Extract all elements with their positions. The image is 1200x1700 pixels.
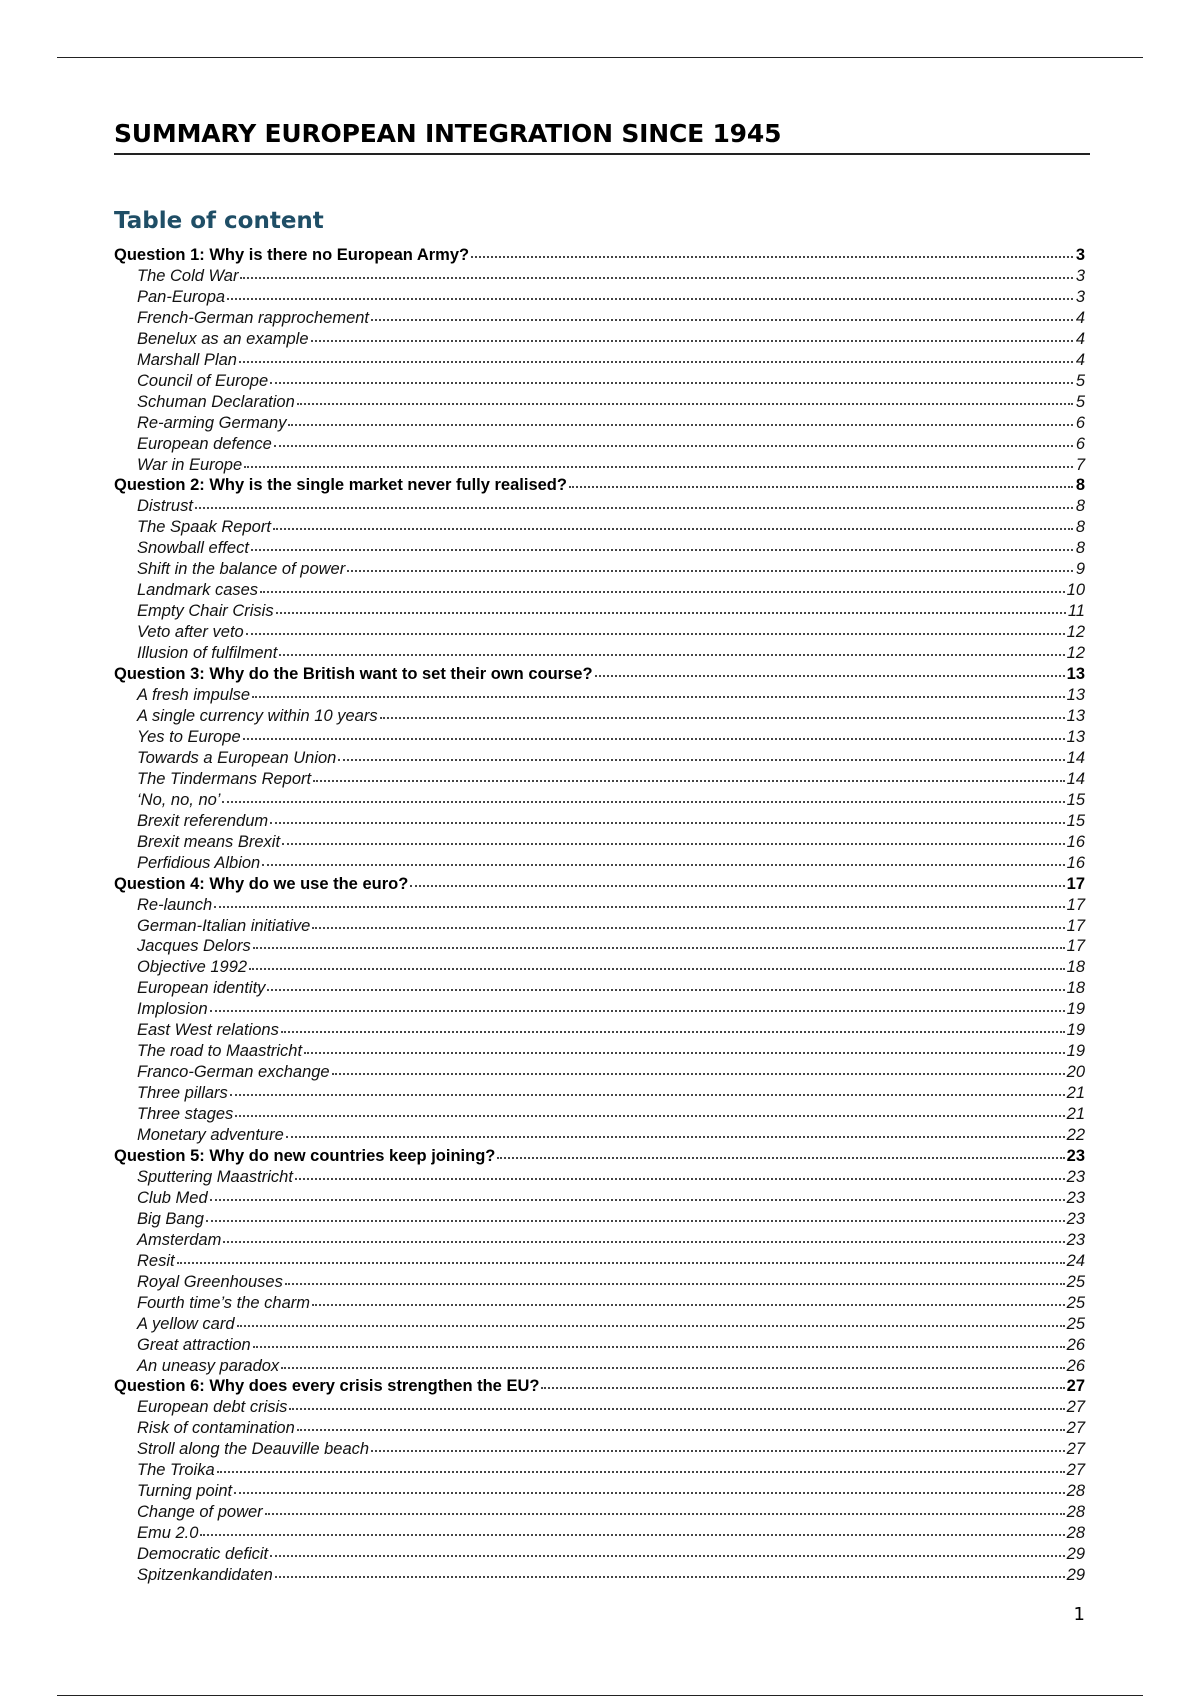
toc-dot-leader <box>243 724 1065 740</box>
toc-entry-label: Emu 2.0 <box>137 1524 199 1543</box>
toc-section-entry[interactable] <box>114 1292 1085 1313</box>
toc-section-entry[interactable] <box>114 1208 1085 1229</box>
toc-dot-leader <box>276 598 1066 614</box>
toc-dot-leader <box>288 410 1073 426</box>
toc-section-entry[interactable] <box>114 1417 1085 1438</box>
toc-entry-page: 8 <box>1075 518 1085 537</box>
toc-dot-leader <box>380 703 1065 719</box>
toc-entry-label: The Cold War <box>137 266 239 285</box>
toc-dot-leader <box>234 1478 1065 1494</box>
toc-section-entry[interactable] <box>114 391 1085 412</box>
toc-entry-label: Illusion of fulfilment <box>137 644 278 663</box>
toc-entry-page: 8 <box>1075 476 1085 495</box>
toc-section-entry[interactable] <box>114 495 1085 516</box>
toc-section-entry[interactable] <box>114 1229 1085 1250</box>
toc-entry-page: 27 <box>1066 1461 1085 1480</box>
toc-dot-leader <box>541 1373 1064 1389</box>
toc-entry-page: 12 <box>1066 623 1085 642</box>
toc-entry-page: 4 <box>1075 329 1085 348</box>
toc-dot-leader <box>304 1038 1065 1054</box>
toc-entry-page: 6 <box>1075 434 1085 453</box>
toc-entry-label: European defence <box>137 434 272 453</box>
toc-section-entry[interactable] <box>114 579 1085 600</box>
toc-dot-leader <box>282 829 1065 845</box>
toc-section-entry[interactable] <box>114 433 1085 454</box>
toc-dot-leader <box>275 1562 1065 1578</box>
toc-question-entry[interactable] <box>114 1375 1085 1396</box>
toc-entry-page: 28 <box>1066 1482 1085 1501</box>
toc-section-entry[interactable] <box>114 1501 1085 1522</box>
toc-entry-label: Objective 1992 <box>137 958 248 977</box>
toc-entry-label: Question 6: Why does every crisis strengthen the EU? <box>114 1377 540 1396</box>
toc-entry-label: Benelux as an example <box>137 329 309 348</box>
toc-section-entry[interactable] <box>114 1082 1085 1103</box>
toc-dot-leader <box>595 661 1065 677</box>
toc-entry-page: 8 <box>1075 539 1085 558</box>
header-rule <box>57 57 1143 58</box>
toc-dot-leader <box>371 305 1073 321</box>
toc-dot-leader <box>253 933 1065 949</box>
toc-section-entry[interactable] <box>114 684 1085 705</box>
toc-dot-leader <box>252 682 1065 698</box>
toc-dot-leader <box>265 1499 1065 1515</box>
toc-entry-page: 9 <box>1075 560 1085 579</box>
toc-entry-label: European debt crisis <box>137 1398 288 1417</box>
toc-entry-page: 11 <box>1067 602 1085 621</box>
toc-section-entry[interactable] <box>114 852 1085 873</box>
toc-section-entry[interactable] <box>114 537 1085 558</box>
toc-entry-label: Sputtering Maastricht <box>137 1167 293 1186</box>
toc-entry-page: 7 <box>1075 455 1085 474</box>
toc-dot-leader <box>223 1227 1064 1243</box>
toc-entry-label: Turning point <box>137 1482 233 1501</box>
toc-section-entry[interactable] <box>114 412 1085 433</box>
toc-entry-label: An uneasy paradox <box>137 1356 280 1375</box>
toc-entry-page: 27 <box>1066 1440 1085 1459</box>
toc-entry-page: 5 <box>1075 371 1085 390</box>
toc-entry-page: 16 <box>1066 853 1085 872</box>
toc-dot-leader <box>285 1269 1065 1285</box>
toc-entry-page: 3 <box>1075 246 1085 264</box>
toc-section-entry[interactable] <box>114 1313 1085 1334</box>
toc-section-entry[interactable] <box>114 558 1085 579</box>
toc-dot-leader <box>270 1541 1065 1557</box>
toc-entry-label: Royal Greenhouses <box>137 1272 283 1291</box>
toc-entry-page: 25 <box>1066 1272 1085 1291</box>
toc-entry-page: 13 <box>1066 686 1085 705</box>
toc-dot-leader <box>210 1185 1065 1201</box>
toc-entry-label: Fourth time’s the charm <box>137 1293 311 1312</box>
toc-entry-label: Council of Europe <box>137 371 269 390</box>
toc-entry-label: Brexit means Brexit <box>137 832 281 851</box>
toc-entry-label: War in Europe <box>137 455 243 474</box>
toc-entry-page: 3 <box>1075 266 1085 285</box>
toc-section-entry[interactable] <box>114 1124 1085 1145</box>
toc-dot-leader <box>273 514 1073 530</box>
toc-entry-label: Veto after veto <box>137 623 244 642</box>
toc-entry-page: 14 <box>1066 748 1085 767</box>
toc-section-entry[interactable] <box>114 1396 1085 1417</box>
toc-question-entry[interactable] <box>114 244 1085 265</box>
toc-entry-page: 4 <box>1075 350 1085 369</box>
toc-question-entry[interactable] <box>114 663 1085 684</box>
toc-section-entry[interactable] <box>114 1019 1085 1040</box>
toc-dot-leader <box>214 892 1064 908</box>
toc-entry-label: Risk of contamination <box>137 1419 295 1438</box>
toc-question-entry[interactable] <box>114 1145 1085 1166</box>
toc-entry-page: 14 <box>1066 769 1085 788</box>
footer-rule <box>57 1695 1143 1696</box>
toc-dot-leader <box>253 1332 1065 1348</box>
toc-entry-page: 21 <box>1066 1084 1085 1103</box>
toc-entry-label: Distrust <box>137 497 193 516</box>
toc-question-entry[interactable] <box>114 873 1085 894</box>
toc-dot-leader <box>260 577 1065 593</box>
toc-section-entry[interactable] <box>114 1480 1085 1501</box>
toc-entry-label: Shift in the balance of power <box>137 560 346 579</box>
toc-section-entry[interactable] <box>114 789 1085 810</box>
toc-entry-page: 28 <box>1066 1524 1085 1543</box>
toc-section-entry[interactable] <box>114 747 1085 768</box>
toc-section-entry[interactable] <box>114 1061 1085 1082</box>
toc-entry-page: 27 <box>1066 1419 1085 1438</box>
toc-section-entry[interactable] <box>114 370 1085 391</box>
toc-entry-label: Brexit referendum <box>137 811 269 830</box>
toc-dot-leader <box>281 1017 1065 1033</box>
toc-dot-leader <box>267 975 1064 991</box>
toc-section-entry[interactable] <box>114 998 1085 1019</box>
toc-entry-page: 17 <box>1066 916 1085 935</box>
toc-dot-leader <box>338 745 1064 761</box>
toc-section-entry[interactable] <box>114 265 1085 286</box>
toc-entry-label: Yes to Europe <box>137 727 241 746</box>
toc-dot-leader <box>279 640 1064 656</box>
toc-dot-leader <box>497 1143 1064 1159</box>
toc-dot-leader <box>286 1122 1065 1138</box>
toc-section-entry[interactable] <box>114 1355 1085 1376</box>
toc-entry-page: 19 <box>1066 1000 1085 1019</box>
toc-dot-leader <box>244 452 1073 468</box>
toc-entry-page: 29 <box>1066 1566 1085 1585</box>
toc-dot-leader <box>289 1394 1064 1410</box>
toc-entry-label: Spitzenkandidaten <box>137 1566 273 1585</box>
toc-entry-label: The road to Maastricht <box>137 1042 303 1061</box>
toc-entry-label: ‘No, no, no’ <box>137 790 221 809</box>
toc-section-entry[interactable] <box>114 768 1085 789</box>
toc-section-entry[interactable] <box>114 705 1085 726</box>
toc-entry-label: Three pillars <box>137 1084 228 1103</box>
toc-entry-label: Question 3: Why do the British want to set their own course? <box>114 665 593 684</box>
toc-entry-page: 25 <box>1066 1293 1085 1312</box>
toc-section-entry[interactable] <box>114 1334 1085 1355</box>
toc-dot-leader <box>295 1164 1065 1180</box>
toc-entry-label: Three stages <box>137 1105 234 1124</box>
toc-section-entry[interactable] <box>114 810 1085 831</box>
toc-section-entry[interactable] <box>114 1438 1085 1459</box>
toc-section-entry[interactable] <box>114 621 1085 642</box>
toc-section-entry[interactable] <box>114 1040 1085 1061</box>
toc-dot-leader <box>274 431 1073 447</box>
toc-entry-page: 17 <box>1066 874 1085 893</box>
toc-section-entry[interactable] <box>114 454 1085 475</box>
toc-dot-leader <box>200 1520 1064 1536</box>
toc-entry-page: 21 <box>1066 1105 1085 1124</box>
toc-dot-leader <box>332 1059 1065 1075</box>
toc-section-entry[interactable] <box>114 726 1085 747</box>
toc-entry-page: 3 <box>1075 287 1085 306</box>
toc-dot-leader <box>239 347 1073 363</box>
toc-section-entry[interactable] <box>114 1187 1085 1208</box>
toc-entry-page: 23 <box>1066 1209 1085 1228</box>
toc-section-entry[interactable] <box>114 1459 1085 1480</box>
toc-entry-page: 15 <box>1066 811 1085 830</box>
toc-entry-label: The Spaak Report <box>137 518 271 537</box>
toc-dot-leader <box>262 850 1064 866</box>
toc-dot-leader <box>222 787 1064 803</box>
toc-entry-label: A single currency within 10 years <box>137 706 378 725</box>
toc-section-entry[interactable] <box>114 642 1085 663</box>
toc-dot-leader <box>240 263 1073 279</box>
toc-entry-page: 15 <box>1066 790 1085 809</box>
toc-dot-leader <box>297 389 1073 405</box>
toc-entry-page: 27 <box>1066 1377 1085 1396</box>
toc-entry-page: 23 <box>1066 1146 1085 1165</box>
toc-entry-label: A yellow card <box>137 1314 235 1333</box>
toc-entry-page: 25 <box>1066 1314 1085 1333</box>
toc-entry-page: 23 <box>1066 1188 1085 1207</box>
toc-entry-label: Question 4: Why do we use the euro? <box>114 874 409 893</box>
toc-entry-page: 6 <box>1075 413 1085 432</box>
toc-entry-page: 13 <box>1066 727 1085 746</box>
toc-entry-label: Resit <box>137 1251 175 1270</box>
toc-dot-leader <box>227 284 1073 300</box>
toc-dot-leader <box>251 535 1073 551</box>
toc-entry-page: 27 <box>1066 1398 1085 1417</box>
toc-dot-leader <box>311 326 1073 342</box>
toc-entry-page: 22 <box>1066 1126 1085 1145</box>
toc-entry-label: Question 1: Why is there no European Army? <box>114 246 470 264</box>
toc-dot-leader <box>471 242 1073 258</box>
toc-entry-page: 23 <box>1066 1230 1085 1249</box>
toc-entry-page: 16 <box>1066 832 1085 851</box>
toc-entry-page: 18 <box>1066 958 1085 977</box>
toc-dot-leader <box>312 913 1064 929</box>
toc-entry-page: 17 <box>1066 937 1085 956</box>
toc-entry-label: Democratic deficit <box>137 1545 269 1564</box>
toc-entry-label: Great attraction <box>137 1335 251 1354</box>
toc-section-entry[interactable] <box>114 1543 1085 1564</box>
toc-entry-label: Marshall Plan <box>137 350 237 369</box>
toc-entry-page: 17 <box>1066 895 1085 914</box>
toc-entry-label: Re-arming Germany <box>137 413 287 432</box>
toc-dot-leader <box>281 1353 1064 1369</box>
toc-dot-leader <box>312 1290 1065 1306</box>
toc-entry-label: European identity <box>137 979 266 998</box>
toc-entry-label: German-Italian initiative <box>137 916 311 935</box>
toc-section-entry[interactable] <box>114 915 1085 936</box>
toc-entry-page: 10 <box>1066 581 1085 600</box>
toc-entry-label: The Troika <box>137 1461 215 1480</box>
toc-dot-leader <box>246 619 1065 635</box>
toc-entry-label: Question 2: Why is the single market never fully realised? <box>114 476 567 495</box>
toc-dot-leader <box>410 871 1064 887</box>
toc-entry-page: 19 <box>1066 1042 1085 1061</box>
toc-section-entry[interactable] <box>114 894 1085 915</box>
toc-section-entry[interactable] <box>114 328 1085 349</box>
toc-entry-page: 5 <box>1075 392 1085 411</box>
toc-entry-label: Big Bang <box>137 1209 204 1228</box>
toc-dot-leader <box>235 1101 1064 1117</box>
toc-entry-label: Empty Chair Crisis <box>137 602 274 621</box>
toc-entry-label: Change of power <box>137 1503 263 1522</box>
toc-section-entry[interactable] <box>114 307 1085 328</box>
toc-dot-leader <box>210 996 1065 1012</box>
toc-section-entry[interactable] <box>114 935 1085 956</box>
toc-dot-leader <box>177 1248 1065 1264</box>
toc-entry-page: 26 <box>1066 1335 1085 1354</box>
toc-section-entry[interactable] <box>114 1522 1085 1543</box>
toc-entry-label: East West relations <box>137 1021 279 1040</box>
toc-entry-label: Franco-German exchange <box>137 1063 330 1082</box>
toc-entry-label: Schuman Declaration <box>137 392 295 411</box>
toc-section-entry[interactable] <box>114 1564 1085 1585</box>
toc-entry-page: 19 <box>1066 1021 1085 1040</box>
toc-entry-label: Amsterdam <box>137 1230 222 1249</box>
page-number: 1 <box>1073 1604 1085 1625</box>
toc-dot-leader <box>371 1436 1065 1452</box>
toc-entry-page: 13 <box>1066 706 1085 725</box>
toc-entry-page: 13 <box>1066 665 1085 684</box>
toc-entry-label: Landmark cases <box>137 581 259 600</box>
toc-entry-label: Question 5: Why do new countries keep joining? <box>114 1146 496 1165</box>
toc-section-entry[interactable] <box>114 1250 1085 1271</box>
toc-entry-page: 20 <box>1066 1063 1085 1082</box>
toc-entry-label: Club Med <box>137 1188 208 1207</box>
toc-entry-page: 12 <box>1066 644 1085 663</box>
toc-dot-leader <box>347 556 1073 572</box>
toc-entry-label: Snowball effect <box>137 539 249 558</box>
toc-dot-leader <box>230 1080 1065 1096</box>
toc-entry-page: 18 <box>1066 979 1085 998</box>
toc-section-entry[interactable] <box>114 1166 1085 1187</box>
toc-section-entry[interactable] <box>114 600 1085 621</box>
document-title: SUMMARY EUROPEAN INTEGRATION SINCE 1945 <box>114 118 1090 155</box>
toc-section-entry[interactable] <box>114 1103 1085 1124</box>
toc-dot-leader <box>195 493 1073 509</box>
toc-entry-label: The Tindermans Report <box>137 769 312 788</box>
toc-dot-leader <box>237 1311 1065 1327</box>
toc-entry-label: A fresh impulse <box>137 686 251 705</box>
toc-entry-label: Monetary adventure <box>137 1126 284 1145</box>
toc-section-entry[interactable] <box>114 349 1085 370</box>
toc-dot-leader <box>569 472 1073 488</box>
toc-heading: Table of content <box>114 208 324 234</box>
toc-section-entry[interactable] <box>114 831 1085 852</box>
toc-entry-label: Stroll along the Deauville beach <box>137 1440 370 1459</box>
toc-entry-label: Pan-Europa <box>137 287 226 306</box>
toc-entry-page: 23 <box>1066 1167 1085 1186</box>
toc-entry-page: 8 <box>1075 497 1085 516</box>
table-of-contents <box>114 244 1085 1585</box>
toc-section-entry[interactable] <box>114 516 1085 537</box>
toc-entry-page: 26 <box>1066 1356 1085 1375</box>
toc-entry-label: Towards a European Union <box>137 748 337 767</box>
toc-entry-page: 28 <box>1066 1503 1085 1522</box>
toc-dot-leader <box>313 766 1065 782</box>
toc-entry-page: 24 <box>1066 1251 1085 1270</box>
toc-entry-label: Implosion <box>137 1000 208 1019</box>
toc-dot-leader <box>297 1415 1065 1431</box>
toc-question-entry[interactable] <box>114 474 1085 495</box>
toc-section-entry[interactable] <box>114 977 1085 998</box>
toc-dot-leader <box>206 1206 1065 1222</box>
toc-section-entry[interactable] <box>114 1271 1085 1292</box>
toc-dot-leader <box>249 954 1065 970</box>
toc-dot-leader <box>270 808 1065 824</box>
toc-entry-label: Jacques Delors <box>137 937 251 956</box>
toc-entry-label: Re-launch <box>137 895 213 914</box>
toc-entry-label: French-German rapprochement <box>137 308 370 327</box>
toc-dot-leader <box>217 1457 1065 1473</box>
toc-entry-page: 29 <box>1066 1545 1085 1564</box>
toc-entry-label: Perfidious Albion <box>137 853 261 872</box>
toc-section-entry[interactable] <box>114 956 1085 977</box>
toc-section-entry[interactable] <box>114 286 1085 307</box>
toc-entry-page: 4 <box>1075 308 1085 327</box>
toc-dot-leader <box>270 368 1073 384</box>
